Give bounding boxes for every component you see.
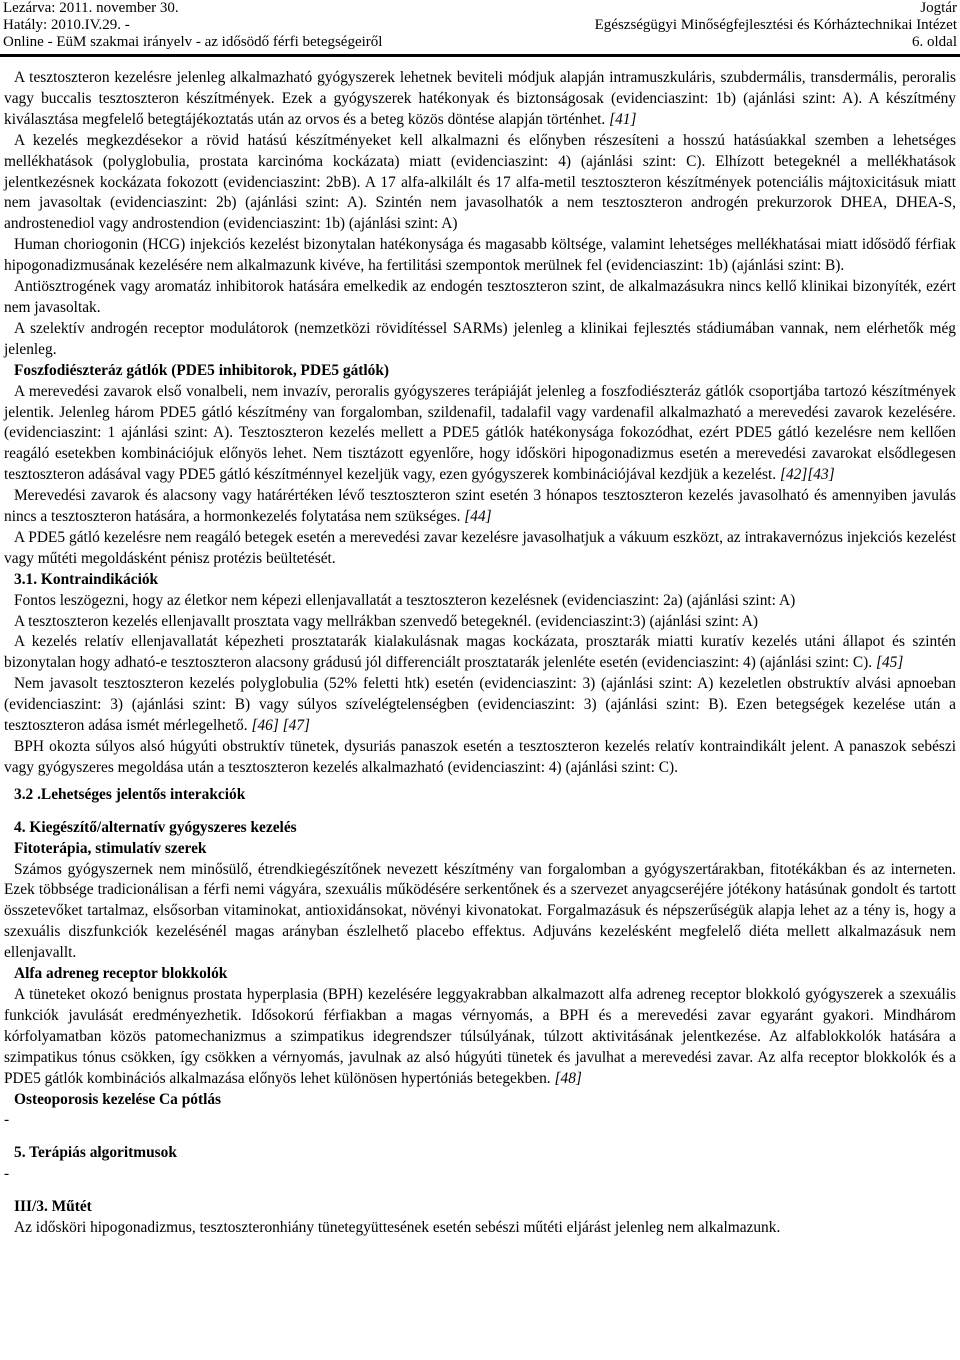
publisher: Jogtár (920, 0, 957, 16)
paragraph-text: A tüneteket okozó benignus prostata hyperplasia (BPH) kezelésére leggyakrabban alkalmazott alfa adreneg receptor blokkoló gyógyszerek a szexuális funkciók javulását eredményezhetik. Idősokorú férfiakban a magas vérnyomás, a BPH és a merevedési zavar egyaránt gyakori. Mindhárom kórfolyamatban közös patomechanizmus a szimpatikus idegrendszer túlsúlyának, túlzott aktivitásának jelentkezése. Az alfablokkolók hatására a szimpatikus tónus csökken, így csökken a vérnyomás, javulnak az alsó húgyúti tünetek és javulhat a merevedési zavar. Az alfa receptor blokkolók és a PDE5 gátlók kombinációs alkalmazása előnyös lehet különösen hypertóniás betegekben. (4, 985, 956, 1087)
heading-interactions: 3.2 .Lehetséges jelentős interakciók (14, 785, 246, 803)
institute: Egészségügyi Minőségfejlesztési és Kórháztechnikai Intézet (594, 17, 957, 33)
paragraph-three-months (4, 486, 956, 528)
dash-placeholder: - (4, 1111, 10, 1129)
paragraph-text: Merevedési zavarok és alacsony vagy határértéken lévő tesztoszteron szint esetén 3 hónapos tesztoszteron kezelés javasolható és amennyiben javulás nincs a tesztoszteron hatására, a hormonkezelés folytatása nem szükséges. (4, 487, 956, 526)
closing-date: Lezárva: 2011. november 30. (3, 0, 179, 16)
paragraph-nonresponders: A PDE5 gátló kezelésre nem reagáló betegek esetén a merevedési zavar kezelésre javasolhatjuk a vákuum eszközt, az intrakavernózus injekciós kezelést vagy műtéti megoldásként pénisz protézis beültetését. (4, 528, 956, 567)
paragraph-bph: BPH okozta súlyos alsó húgyúti obstruktív tünetek, dysuriás panaszok esetén a tesztoszteron kezelés relatív kontraindikált jelent. A panaszok sebészi vagy gyógyszeres megoldása után a tesztoszteron kezelés alkalmazható (evidenciaszint: 4) (ajánlási szint: C). (4, 738, 956, 776)
reference: [48] (554, 1069, 582, 1087)
header-divider (0, 54, 960, 57)
paragraph-text: A tesztoszteron kezelésre jelenleg alkalmazható gyógyszerek lehetnek beviteli módjuk alapján intramuszkuláris, szubdermális, transdermális, peroralis vagy buccalis tesztoszteron készítmények. Ezek a gyógyszerek hatékonyak és biztonságosak (evidenciaszint: 1b) (ajánlási szint: A). A készítmény kiválasztása megfelelő betegtájékoztatás után az orvos és a beteg közös döntése alapján történhet. (4, 69, 956, 128)
paragraph-sarms: A szelektív androgén receptor modulátorok (nemzetközi rövidítéssel SARMs) jelenleg a klinikai fejlesztés stádiumában vannak, nem elérhetők még jelenleg. (4, 319, 956, 358)
page-number: 6. oldal (912, 34, 957, 50)
header-right (595, 0, 957, 51)
paragraph-surgery: Az idősköri hipogonadizmus, tesztoszteronhiány tünetegyüttesének esetén sebészi műtéti eljárást jelenleg nem alkalmazunk. (14, 1219, 781, 1237)
heading-osteoporosis: Osteoporosis kezelése Ca pótlás (14, 1090, 222, 1108)
paragraph-polyglobulia (4, 674, 956, 737)
paragraph-short-acting: A kezelés megkezdésekor a rövid hatású készítményeket kell alkalmazni és előnyben részesíteni a hosszú hatásúakkal szemben a lehetséges mellékhatások (polyglobulia, prostata karcinóma kockázata) miatt (evidenciaszint: 4) (ajánlási szint: C). Elhízott betegeknél a mellékhatások jelentkezésnek kockázata fokozott (evidenciaszint: 2bB). A 17 alfa-alkilált és 17 alfa-metil tesztoszteron készítmények potenciális májtoxicitásuk miatt nem javasoltak (evidenciaszint: 2b) (ajánlási szint: A). Szintén nem javasolhatók a nem tesztoszteron androgén prekurzorok DHEA, DHEA-S, androstenediol vagy androstendion (evidenciaszint: 1b) (ajánlási szint: A) (4, 131, 956, 233)
reference: [45] (875, 654, 904, 672)
paragraph-hcg: Human choriogonin (HCG) injekciós kezelést bizonytalan hatékonysága és magasabb költsége, valamint lehetséges mellékhatásai miatt idősödő férfiak hipogonadizmusának kezelésére nem alkalmazunk kivéve, ha fertilitási szempontok merülnek fel (evidenciaszint: 1b) (ajánlási szint: B). (4, 236, 956, 275)
heading-alpha-blockers: Alfa adreneg receptor blokkolók (14, 965, 228, 983)
heading-surgery: III/3. Műtét (14, 1198, 92, 1216)
reference: [42][43] (779, 466, 835, 484)
paragraph-text: Nem javasolt tesztoszteron kezelés polyglobulia (52% feletti htk) esetén (evidenciaszint: 3) (ajánlási szint: A) kezeletlen obstruktív alvási apnoeban (evidenciaszint: 3) (ajánlási szint: B) vagy súlyos szívelégtelenségben (evidenciaszint: 3) (ajánlási szint: B). Ezen betegségek kezelése után a tesztoszteron adása ismét mérlegelhető. (4, 675, 956, 735)
paragraph-age: Fontos leszögezni, hogy az életkor nem képezi ellenjavallatát a tesztoszteron kezelésnek (evidenciaszint: 2a) (ajánlási szint: A) (14, 591, 796, 609)
paragraph-antiestrogens: Antiösztrogének vagy aromatáz inhibitorok hatására emelkedik az endogén tesztoszteron szint, de alkalmazásukra nincs kellő klinikai bizonyíték, ezért nem javasoltak. (4, 278, 956, 316)
header-left (3, 0, 382, 51)
heading-pde5: Foszfodiészteráz gátlók (PDE5 inhibitorok, PDE5 gátlók) (14, 361, 390, 379)
paragraph-relative-contra (4, 632, 956, 674)
paragraph-text: A kezelés relatív ellenjavallatát képezheti prosztatarák kialakulásnak magas kockázata, prosztarák miatti kuratív kezelés utáni állapot és szintén bizonytalan hogy adható-e tesztoszteron alacsony grádusú jól differenciált prosztatarák jelenléte esetén (evidenciaszint: 4) (ajánlási szint: C). (4, 633, 956, 672)
paragraph-prostate-breast: A tesztoszteron kezelés ellenjavallt prosztata vagy mellrákban szenvedő betegeknél. (evidenciaszint:3) (ajánlási szint: A) (14, 612, 759, 630)
spacer (4, 806, 956, 818)
dash-placeholder: - (4, 1165, 10, 1183)
spacer (4, 1131, 956, 1143)
heading-phytotherapy: Fitoterápia, stimulatív szerek (14, 839, 207, 857)
page-header (0, 0, 960, 58)
effective-date: Hatály: 2010.IV.29. - (3, 17, 130, 33)
document-title: Online - EüM szakmai irányelv - az idősödő férfi betegségeiről (3, 34, 383, 50)
reference: [41] (609, 110, 637, 128)
paragraph-pde5 (4, 382, 956, 487)
paragraph-text: A merevedési zavarok első vonalbeli, nem invazív, peroralis gyógyszeres terápiáját jelenleg a foszfodiészteráz gátlók csoportjába tartozó készítmények jelentik. Jelenleg három PDE5 gátló készítmény van forgalomban, szildenafil, tadalafil vagy vardenafil alkalmazható a merevedési zavarok kezelésére. (evidenciaszint: 1 ajánlási szint: A). Tesztoszteron kezelés mellett a PDE5 gátlók hatékonysága fokozódhat, ezért PDE5 gátló kezelésre nem kellően reagáló esetekben kombinációjuk előnyös lehet. Nem tisztázott egyenlőre, hogy idősköri hipogonadizmus esetén a merevedési zavarokat elsődlegesen tesztoszteron adásával vagy PDE5 gátló készítménnyel kezeljük vagy, ezen gyógyszerek kombinációjával kezdjük a kezelést. (4, 382, 956, 484)
paragraph-treatment-forms (4, 68, 956, 131)
spacer (4, 1185, 956, 1197)
paragraph-alpha-blockers (4, 985, 956, 1090)
reference: [46] [47] (251, 717, 311, 735)
heading-contraindications: 3.1. Kontraindikációk (14, 570, 159, 588)
document-body (4, 68, 956, 1239)
heading-alternative: 4. Kiegészítő/alternatív gyógyszeres kezelés (14, 818, 297, 836)
paragraph-supplements: Számos gyógyszernek nem minősülő, étrendkiegészítőnek nevezett készítmény van forgalomban a gyógyszertárakban, fitotékákban és az interneten. Ezek többsége tradicionálisan a férfi nemi vágyára, szexuális működésére serkentőnek és a szervezet anyagcseréjére jótékony hatásúnak gondolt és tartott összetevőket tartalmaz, elsősorban vitaminokat, antioxidánsokat, növényi kivonatokat. Forgalmazásuk és népszerűségük alapja lehet az a tény is, hogy a szexuális diszfunkciók kezelésénél magas arányban észlelhető placebo effektus. Adjuváns kezelésként megfelelő diéta mellett alkalmazásuk nem ellenjavallt. (4, 860, 956, 962)
reference: [44] (464, 508, 492, 526)
heading-algorithms: 5. Terápiás algoritmusok (14, 1144, 177, 1162)
